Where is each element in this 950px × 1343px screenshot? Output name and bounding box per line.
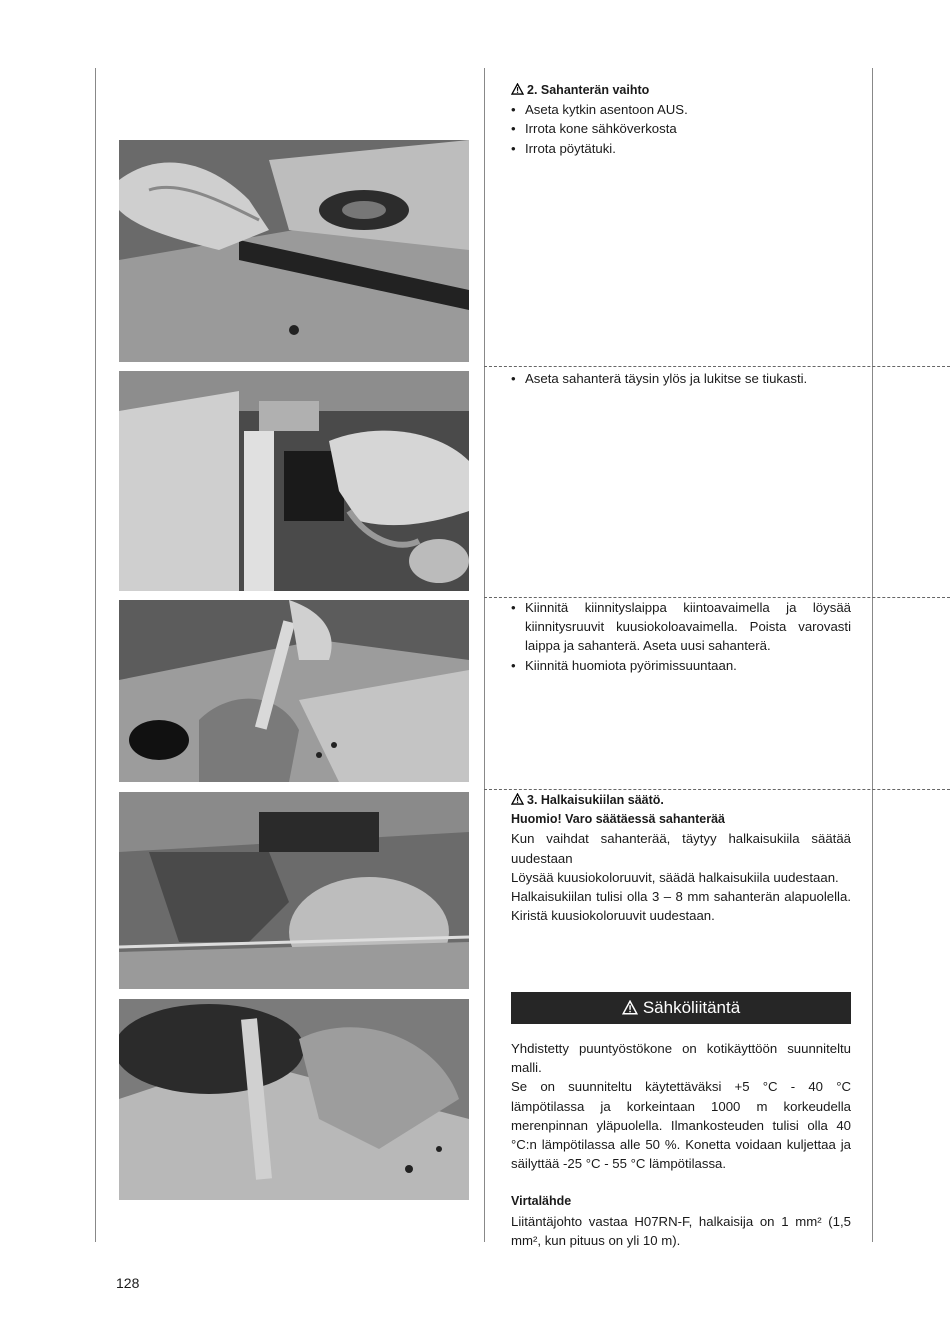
section-banner: Sähköliitäntä: [511, 992, 851, 1024]
list-item: • Kiinnitä huomiota pyörimissuuntaan.: [511, 656, 851, 675]
paragraph: Halkaisukiilan tulisi olla 3 – 8 mm sahanterän alapuolella. Kiristä kuusiokoloruuvit uudestaan.: [511, 889, 851, 924]
section-blade-change: [511, 81, 851, 158]
warning-icon: [511, 83, 524, 95]
section-riving-knife: [511, 791, 851, 925]
section-divider: [484, 789, 950, 790]
list-item: • Aseta sahanterä täysin ylös ja lukitse se tiukasti.: [511, 369, 851, 388]
section-subheading: Huomio! Varo säätäessä sahanterää: [511, 812, 725, 827]
list-item: • Irrota pöytätuki.: [511, 139, 851, 158]
section-heading: 2. Sahanterän vaihto: [511, 81, 851, 100]
paragraph: Löysää kuusiokoloruuvit, säädä halkaisukiila uudestaan.: [511, 869, 839, 885]
photo-flange-wrench: [119, 600, 469, 782]
section-raise-blade: [511, 369, 851, 388]
right-margin-line: [872, 68, 873, 1242]
list-item: • Aseta kytkin asentoon AUS.: [511, 100, 851, 119]
column-divider-line: [484, 68, 485, 1242]
paragraph: Kun vaihdat sahanterää, täytyy halkaisukiila säätää uudestaan: [511, 831, 851, 866]
warning-icon: [511, 793, 524, 805]
left-margin-line: [95, 68, 96, 1242]
power-heading: Virtalähde: [511, 1194, 572, 1209]
section-electrical: [511, 1039, 851, 1250]
section-heading: 3. Halkaisukiilan säätö.: [511, 791, 851, 810]
page-number: 128: [116, 1275, 140, 1291]
warning-icon: [622, 1000, 638, 1015]
section-divider: [484, 366, 950, 367]
section-flange: [511, 598, 851, 675]
photo-remove-table-support: [119, 140, 469, 362]
paragraph: Se on suunniteltu käytettäväksi +5 °C - 40 °C lämpötilassa ja korkeintaan 1000 m korkeudella merenpinnan yläpuolella. Ilmankosteuden tulisi olla 40 °C:n lämpötilassa alle 50 %. Konetta voidaan kuljettaa ja säilyttää -25 °C - 55 °C lämpötilassa.: [511, 1079, 851, 1172]
paragraph: Liitäntäjohto vastaa H07RN-F, halkaisija on 1 mm² (1,5 mm², kun pituus on yli 10 m).: [511, 1213, 851, 1248]
photo-riving-knife: [119, 792, 469, 989]
photo-raise-blade: [119, 371, 469, 591]
photo-knife-adjustment: [119, 999, 469, 1200]
list-item: • Kiinnitä kiinnityslaippa kiintoavaimella ja löysää kiinnitysruuvit kuusiokoloavaimella. Poista varovasti laippa ja sahanterä. Aseta uusi sahanterä.: [511, 598, 851, 656]
list-item: • Irrota kone sähköverkosta: [511, 119, 851, 138]
paragraph: Yhdistetty puuntyöstökone on kotikäyttöön suunniteltu malli.: [511, 1041, 851, 1076]
